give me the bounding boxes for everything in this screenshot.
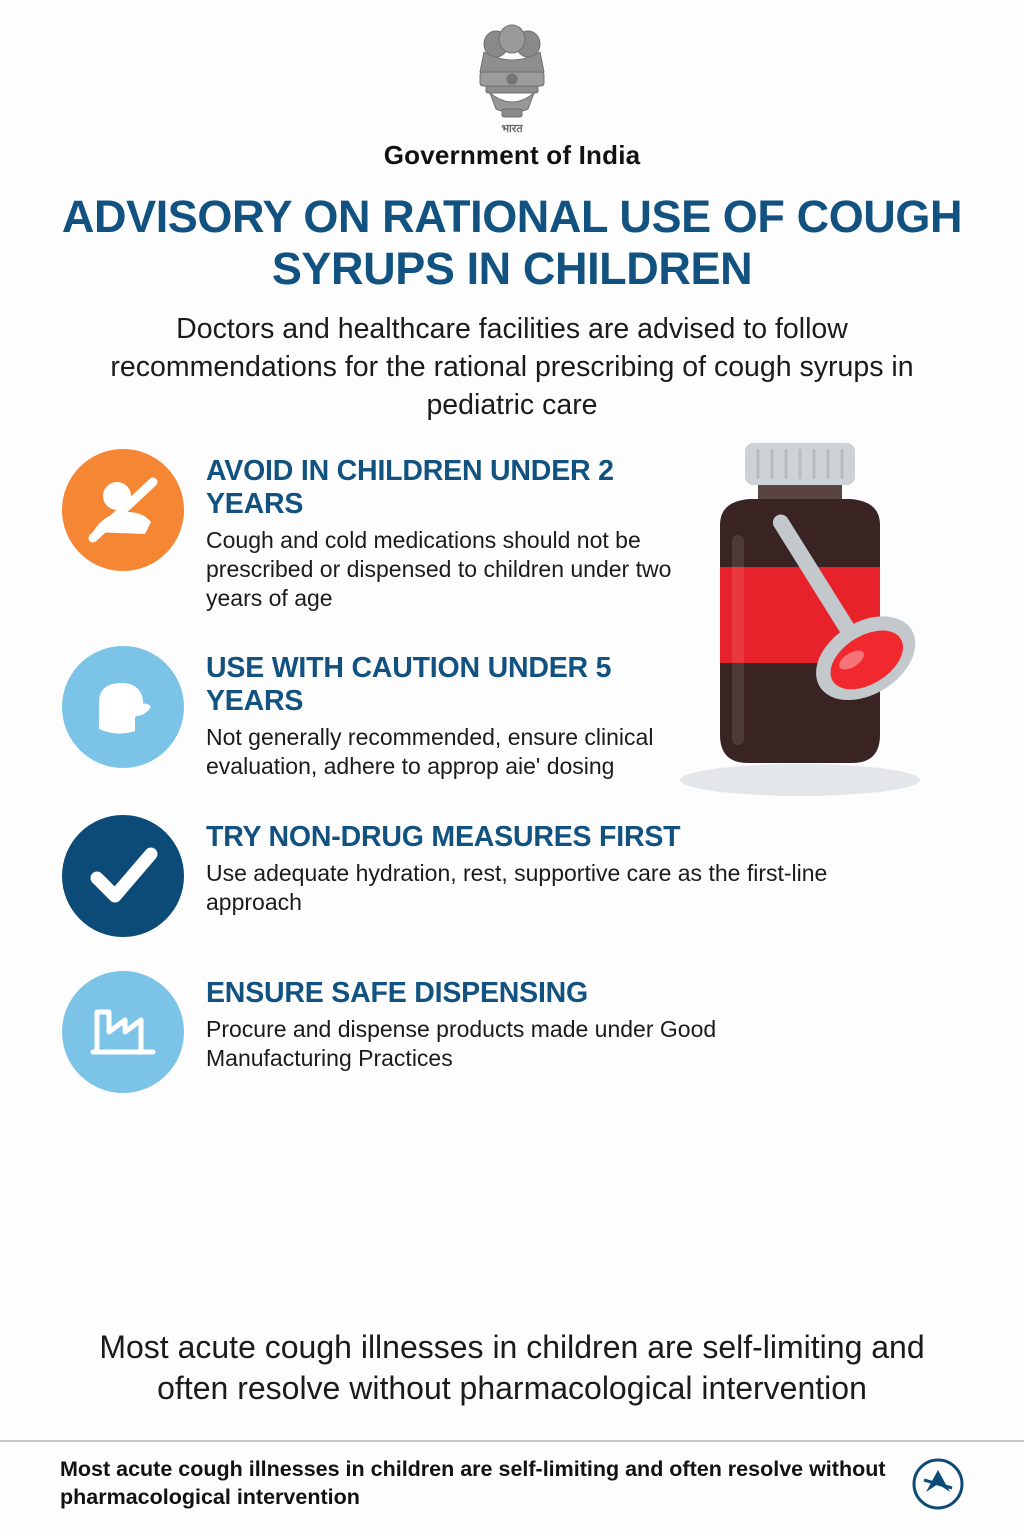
advisory-point [62, 646, 892, 780]
point-description: Use adequate hydration, rest, supportive care as the first-line approach [206, 859, 828, 915]
page-subtitle: Doctors and healthcare facilities are advised to follow recommendations for the rational prescribing of cough syrups in pediatric care [110, 313, 914, 422]
publisher-logo-icon [912, 1458, 964, 1510]
point-title: USE WITH CAUTION UNDER 5 YEARS [206, 652, 612, 718]
page-title: ADVISORY ON RATIONAL USE OF COUGH SYRUPS IN CHILDREN [61, 191, 963, 295]
emblem-caption: भारत [501, 123, 523, 135]
factory-icon [62, 971, 184, 1093]
child-drinking-icon [62, 646, 184, 768]
point-title: ENSURE SAFE DISPENSING [206, 976, 589, 1009]
advisory-point [62, 815, 892, 937]
point-description: Not generally recommended, ensure clinical evaluation, adhere to approp aie' dosing [206, 724, 654, 779]
point-title: AVOID IN CHILDREN UNDER 2 YEARS [206, 455, 614, 520]
government-label: Government of India [383, 140, 641, 170]
header-emblem-block [0, 18, 1024, 171]
point-description: Cough and cold medications should not be prescribed or dispensed to children under two years of age [206, 526, 672, 611]
point-description: Procure and dispense products made under Good Manufacturing Practices [206, 1015, 717, 1071]
india-state-emblem-icon [466, 18, 558, 138]
advisory-point [62, 971, 892, 1093]
footer-text: Most acute cough illnesses in children are self-limiting and often resolve without pharmacological intervention [60, 1457, 886, 1509]
advisory-points-list [62, 449, 892, 1127]
advisory-point [62, 449, 892, 612]
point-title: TRY NON-DRUG MEASURES FIRST [206, 820, 681, 853]
footer [0, 1440, 1024, 1536]
checkmark-icon [62, 815, 184, 937]
closing-statement: Most acute cough illnesses in children are self-limiting and often resolve without pharmacological intervention [99, 1328, 925, 1407]
no-infant-icon [62, 449, 184, 571]
body-region [0, 425, 1024, 1536]
